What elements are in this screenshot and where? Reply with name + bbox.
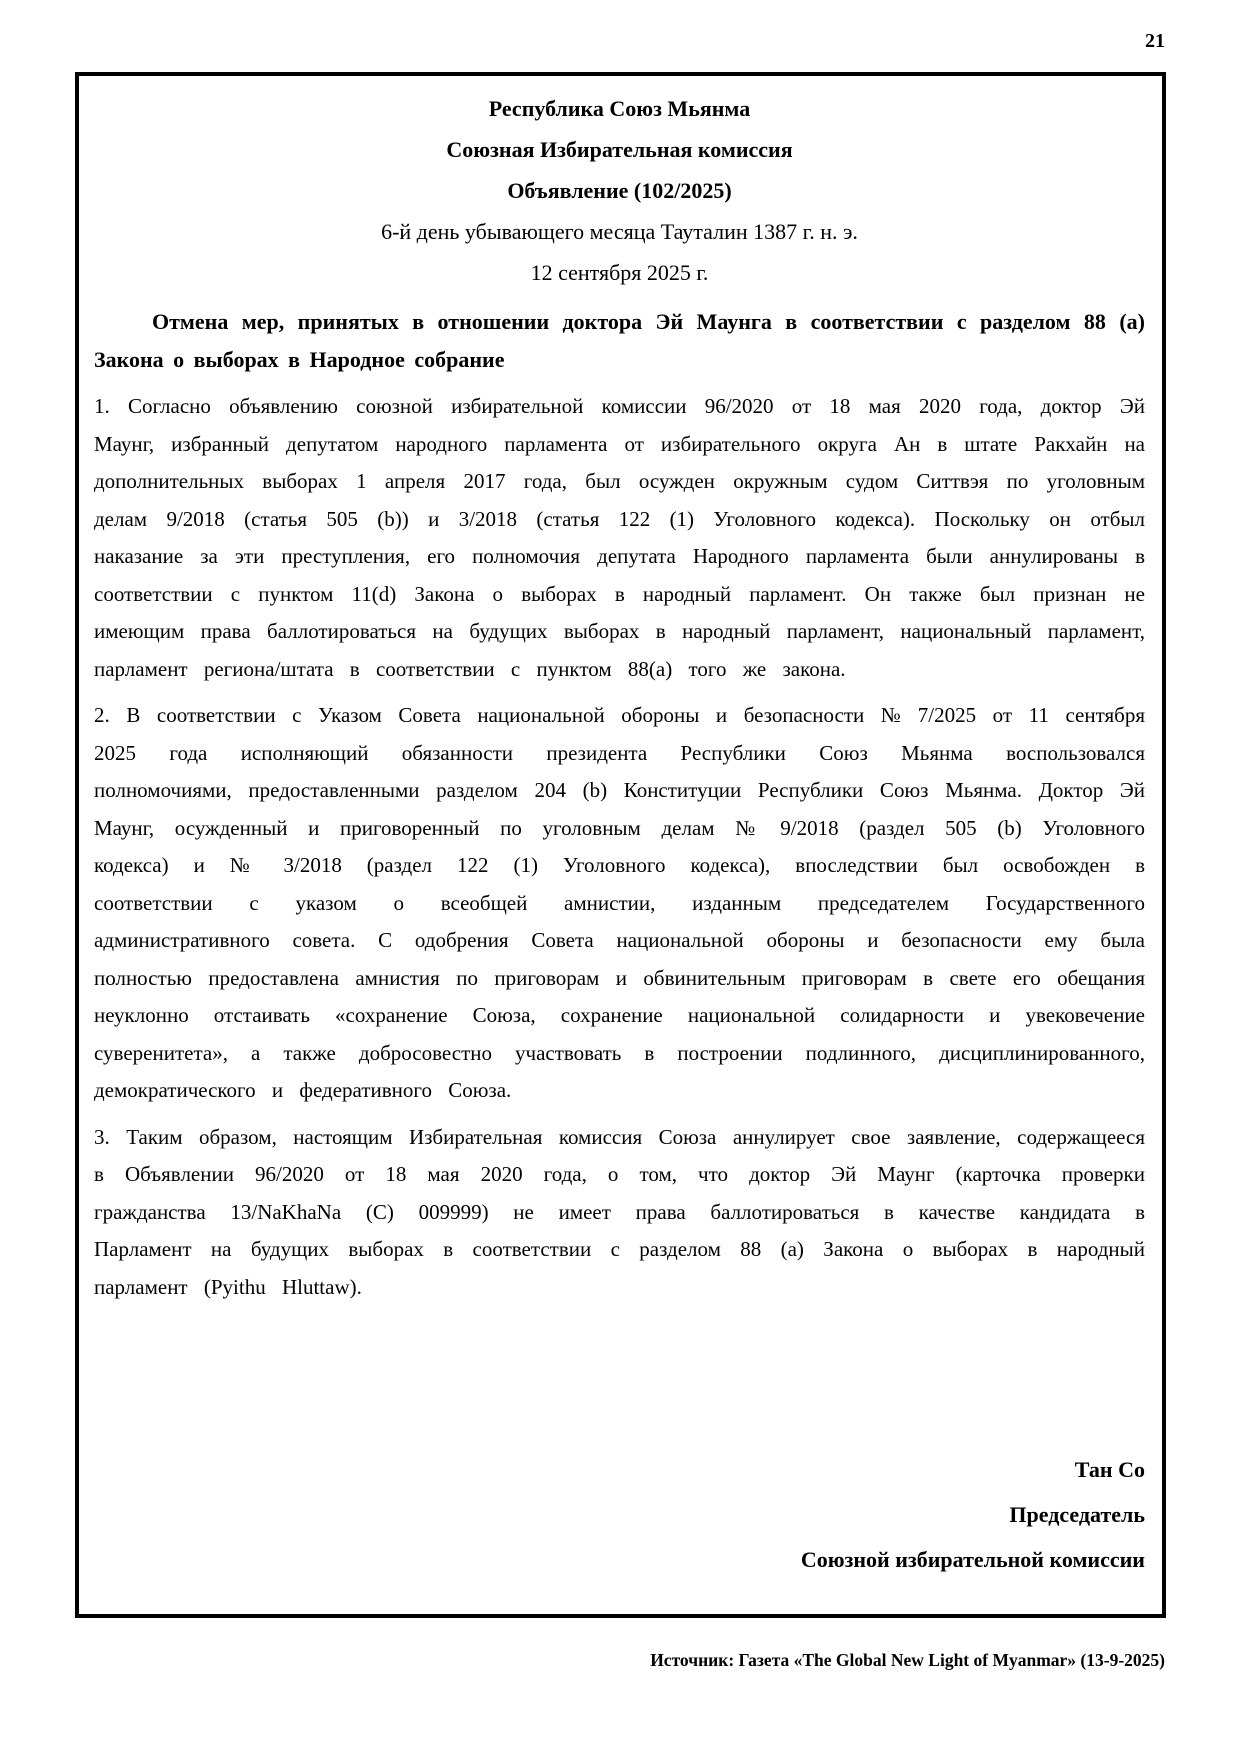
signatory-title: Председатель [1009, 1502, 1145, 1527]
doc-paragraph-2: 2. В соответствии с Указом Совета национальной обороны и безопасности № 7/2025 от 11 сентября 2025 года исполняющий обязанности президента Республики Союз Мьянма воспользовался полномочиями, предоставленными разделом 204 (b) Конституции Республики Союз Мьянма. Доктор Эй Маунг, осужденный и приговоренный по уголовным делам № 9/2018 (раздел 505 (b) Уголовного кодекса) и № 3/2018 (раздел 122 (1) Уголовного кодекса), впоследствии был освобожден в соответствии с указом о всеобщей амнистии, изданным председателем Государственного административного совета. С одобрения Совета национальной обороны и безопасности ему была полностью предоставлена амнистия по приговорам и обвинительным приговорам в свете его обещания неуклонно отстаивать «сохранение Союза, сохранение национальной солидарности и увековечение суверенитета», а также добросовестно участвовать в построении подлинного, дисциплинированного, демократического и федеративного Союза. [94, 703, 1145, 1102]
signatory-name: Тан Со [1074, 1457, 1145, 1482]
doc-paragraph-1: 1. Согласно объявлению союзной избирательной комиссии 96/2020 от 18 мая 2020 года, доктор Эй Маунг, избранный депутатом народного парламента от избирательного округа Ан в штате Ракхайн на дополнительных выборах 1 апреля 2017 года, был осужден окружным судом Ситтвэя по уголовным делам 9/2018 (статья 505 (b)) и 3/2018 (статья 122 (1) Уголовного кодекса). Поскольку он отбыл наказание за эти преступления, его полномочия депутата Народного парламента были аннулированы в соответствии с пунктом 11(d) Закона о выборах в народный парламент. Он также был признан не имеющим права баллотироваться на будущих выборах в народный парламент, национальный парламент, парламент региона/штата в соответствии с пунктом 88(а) того же закона. [94, 394, 1145, 681]
doc-commission-title: Союзная Избирательная комиссия [446, 137, 793, 162]
doc-date-myanmar-calendar: 6-й день убывающего месяца Тауталин 1387 г. н. э. [381, 219, 858, 244]
signature-block [94, 1447, 1145, 1582]
signatory-organization: Союзной избирательной комиссии [800, 1547, 1145, 1572]
page-number: 21 [1145, 30, 1165, 52]
doc-subject-heading: Отмена мер, принятых в отношении доктора Эй Маунга в соответствии с разделом 88 (а) Закона о выборах в Народное собрание [94, 309, 1145, 372]
doc-announcement-number: Объявление (102/2025) [507, 178, 732, 203]
doc-paragraph-3: 3. Таким образом, настоящим Избирательная комиссия Союза аннулирует свое заявление, содержащееся в Объявлении 96/2020 от 18 мая 2020 года, о том, что доктор Эй Маунг (карточка проверки гражданства 13/NaKhaNa (C) 009999) не имеет права баллотироваться в качестве кандидата в Парламент на будущих выборах в соответствии с разделом 88 (а) Закона о выборах в народный парламент (Pyithu Hluttaw). [94, 1124, 1145, 1299]
doc-date-gregorian: 12 сентября 2025 г. [530, 260, 709, 285]
document-border-box [75, 72, 1166, 1618]
doc-country-title: Республика Союз Мьянма [488, 96, 751, 121]
source-note: Источник: Газета «The Global New Light of Myanmar» (13-9-2025) [650, 1650, 1165, 1670]
